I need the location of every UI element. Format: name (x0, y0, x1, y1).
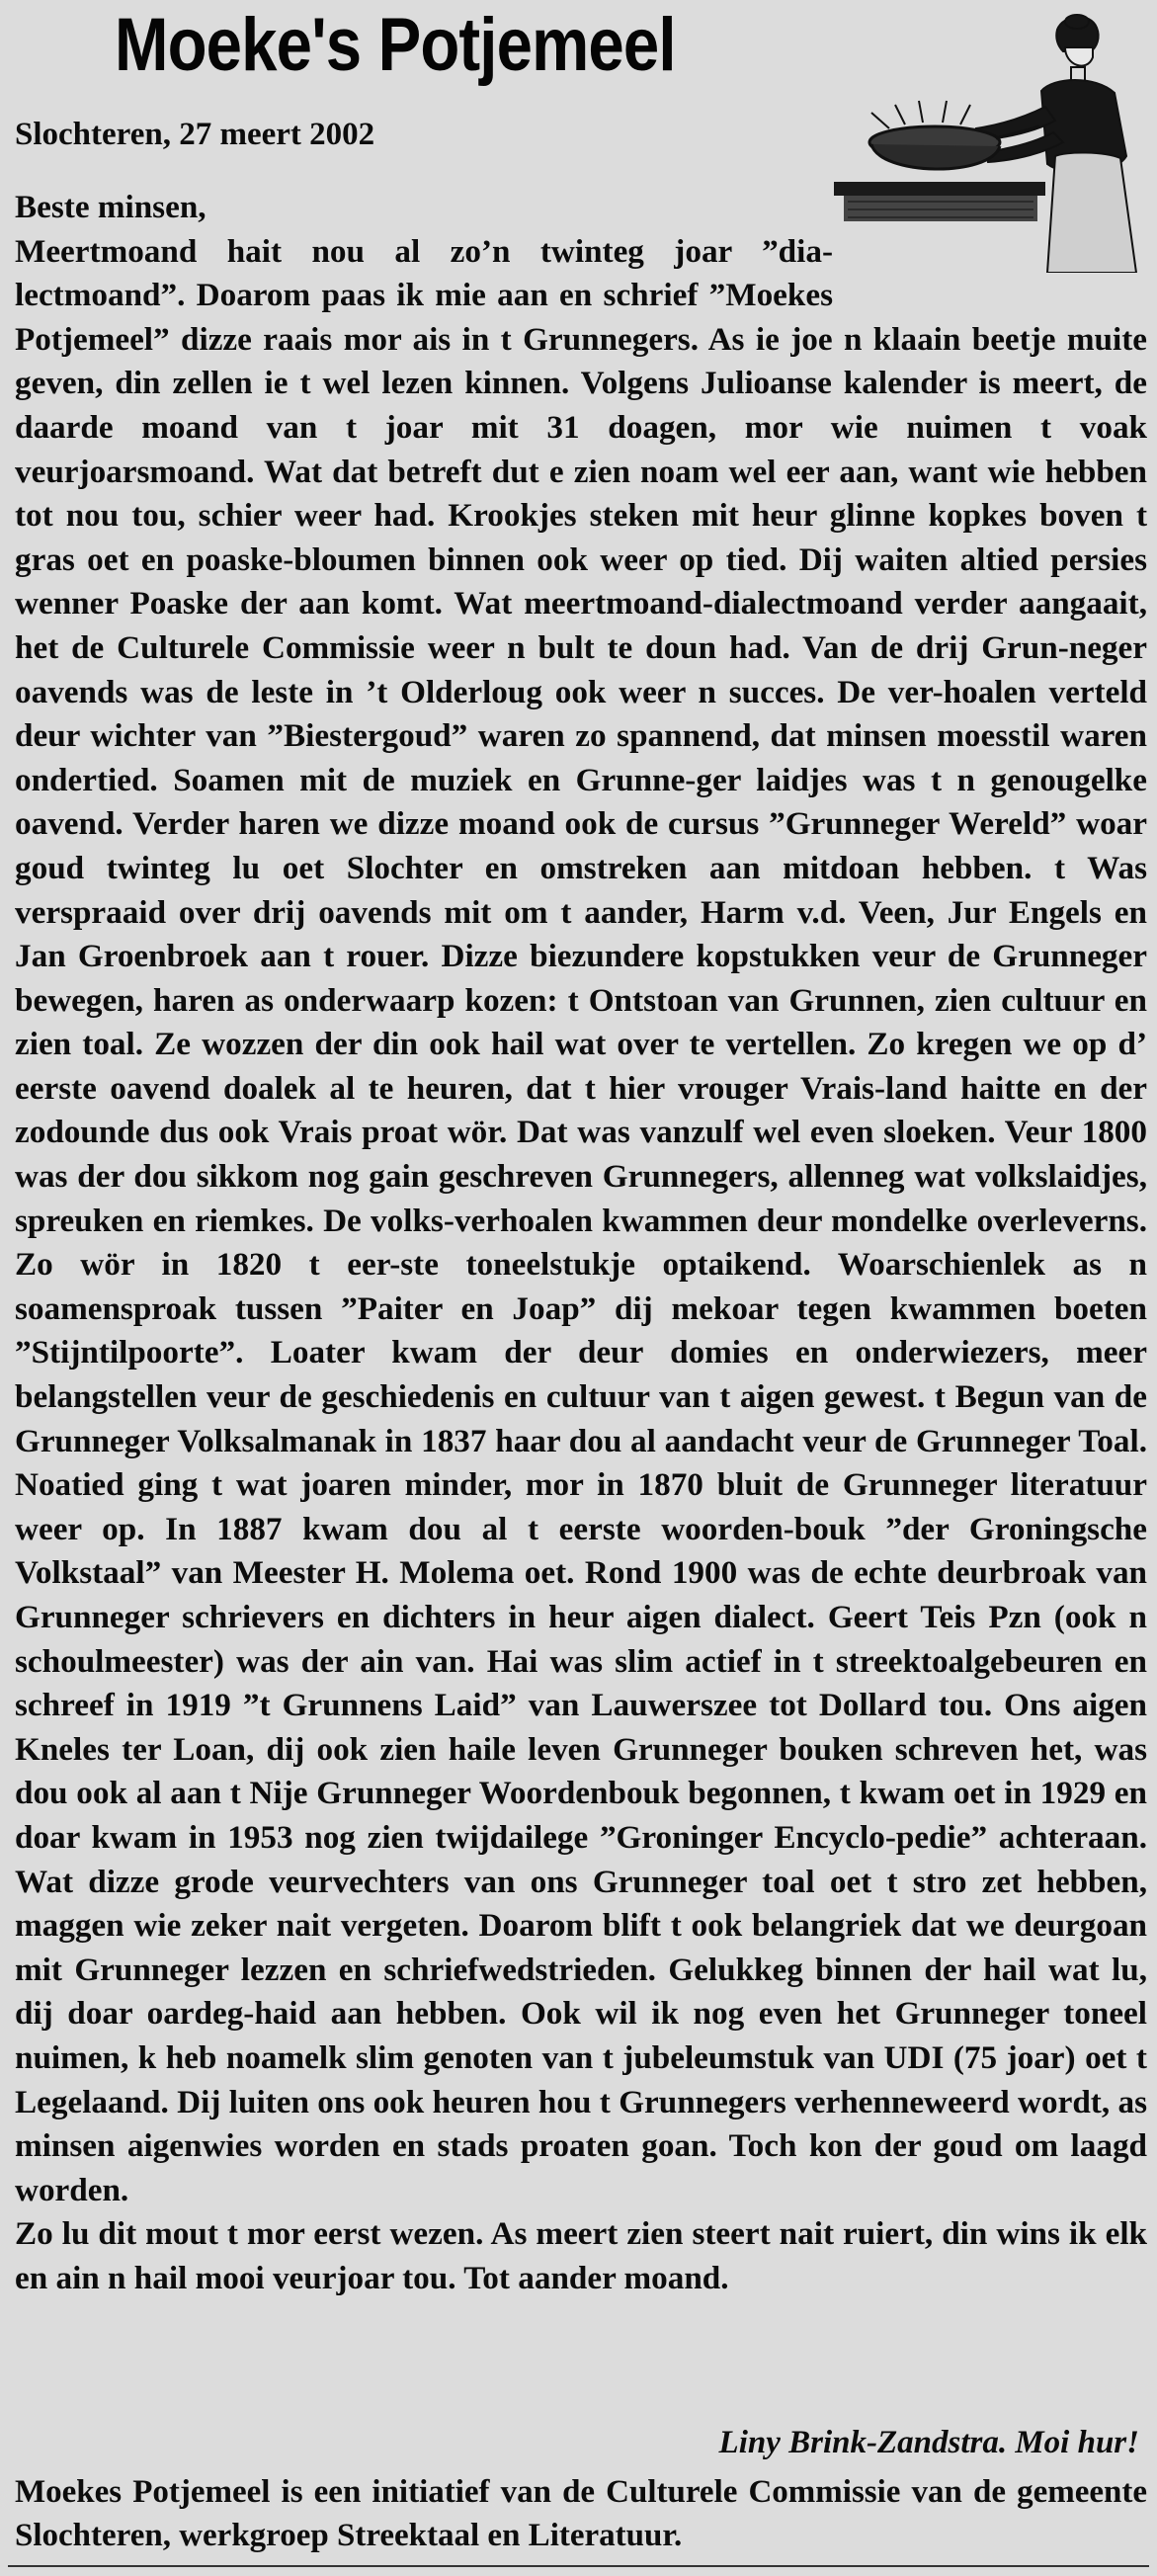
closing-paragraph: Zo lu dit mout t mor eerst wezen. As meert zien steert nait ruiert, din wins ik elk en ain n hail mooi veurjoar tou. Tot aander moand. (15, 2215, 1147, 2296)
dateline: Slochteren, 27 meert 2002 (15, 117, 375, 152)
column-title: Moeke's Potjemeel (115, 3, 676, 87)
footer-note: Moekes Potjemeel is een initiatief van de Culturele Commissie van de gemeente Slochteren, werkgroep Streektaal en Literatuur. (15, 2474, 1147, 2553)
article-body (15, 186, 1147, 2301)
illustration-wrap-area (833, 186, 1147, 277)
greeting: Beste minsen, (15, 189, 207, 225)
article-paragraph: Meertmoand hait nou al zo’n twinteg joar ”dia-lectmoand”. Doarom paas ik mie aan en schrief ”Moekes Potjemeel” dizze raais mor ais in t Grunnegers. As ie joe n klaain beetje muite geven, din zellen ie t wel lezen kinnen. Volgens Julioanse kalender is meert, de daarde moand van t joar mit 31 doagen, mor wie nuimen t voak veurjoarsmoand. Wat dat betreft dut e zien noam wel eer aan, want wie hebben tot nou tou, schier weer had. Krookjes steken mit heur glinne kopkes boven t gras oet en poaske-bloumen binnen ook weer op tied. Dij waiten altied persies wenner Poaske der aan komt. Wat meertmoand-dialectmoand verder aangaait, het de Culturele Commissie weer n bult te doun had. Van de drij Grun-neger oavends was de leste in ’t Olderloug ook weer n succes. De ver-hoalen verteld deur wichter van ”Biestergoud” waren zo spannend, dat minsen moesstil waren ondertied. Soamen mit de muziek en Grunne-ger laidjes was t n genougelke oavend. Verder haren we dizze moand ook de cursus ”Grunneger Wereld” woar goud twinteg lu oet Slochter en omstreken aan mitdoan hebben. t Was verspraaid over drij oavends mit om t aander, Harm v.d. Veen, Jur Engels en Jan Groenbroek aan t rouer. Dizze biezundere kopstukken veur de Grunneger bewegen, haren as onderwaarp kozen: t Ontstoan van Grunnen, zien cultuur en zien toal. Ze wozzen der din ook hail wat over te vertellen. Zo kregen we op d’ eerste oavend doalek al te heuren, dat t hier vrouger Vrais-land haitte en der zodounde dus ook Vrais proat wör. Dat was vanzulf wel even sloeken. Veur 1800 was der dou sikkom nog gain geschreven Grunnegers, allenneg wat volkslaidjes, spreuken en riemkes. De volks-verhoalen kwammen deur mondelke overleverns. Zo wör in 1820 t eer-ste toneelstukje optaikend. Woarschienlek as n soamensproak tussen ”Paiter en Joap” dij mekoar tegen kwammen boeten ”Stijntilpoorte”. Loater kwam der deur domies en onderwiezers, meer belangstellen veur de geschiedenis en cultuur van t aigen gewest. t Begun van de Grunneger Volksalmanak in 1837 haar dou al aandacht veur de Grunneger Toal. Noatied ging t wat joaren minder, mor in 1870 bluit de Grunneger literatuur weer op. In 1887 kwam dou al t eerste woorden-bouk ”der Groningsche Volkstaal” van Meester H. Molema oet. Rond 1900 was de echte deurbroak van Grunneger schrievers en dichters in heur aigen dialect. Geert Teis Pzn (ook n schoulmeester) was der ain van. Hai was slim actief in t streektoalgebeuren en schreef in 1919 ”t Grunnens Laid” van Lauwerszee tot Dollard tou. Ons aigen Kneles ter Loan, dij ook zien haile leven Grunneger bouken schreven het, was dou ook al aan t Nije Grunneger Woordenbouk begonnen, t kwam oet in 1929 en doar kwam in 1953 nog zien twijdailege ”Groninger Encyclo-pedie” achteraan. Wat dizze grode veurvechters van ons Grunneger toal oet t stro zet hebben, maggen wie zeker nait vergeten. Doarom blift t ook belangriek dat we deurgoan mit Grunneger lezzen en schriefwedstrieden. Gelukkeg binnen der hail wat lu, dij doar oardeg-haid aan hebben. Ook wil ik nog even het Grunneger toneel nuimen, k heb noamelk slim genoten van t jubeleumstuk van UDI (75 joar) oet t Legelaand. Dij luiten ons ook heuren hou t Grunnegers verhenneweerd wordt, as minsen aigenwies worden en stads proaten goan. Toch kon der goud om laagd worden. (15, 232, 1147, 2208)
author-signature: Liny Brink-Zandstra. Moi hur! (718, 2425, 1139, 2460)
bottom-divider (8, 2565, 1149, 2567)
